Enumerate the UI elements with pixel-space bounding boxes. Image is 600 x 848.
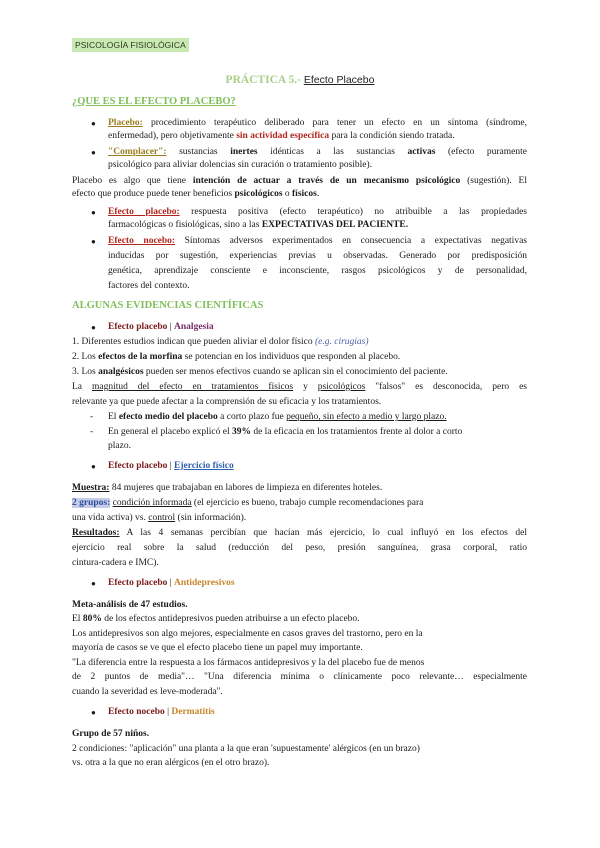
ejercicio-grupos-line2: una vida activa) vs. control (sin información). bbox=[72, 513, 247, 523]
analgesia-dash-1: El efecto medio del placebo a corto plazo fue pequeño, sin efecto a medio y largo plazo. bbox=[108, 412, 447, 422]
ejercicio-resultados-line2: ejercicio real sobre la salud (reducción del peso, presión sanguínea, grasa corporal, ratio bbox=[72, 543, 527, 553]
efecto-nocebo-line1: Efecto nocebo: Síntomas adversos experimentados en consecuencia a expectativas negativas bbox=[108, 236, 527, 246]
antidepresivos-line5: de 2 puntos de media"… "Una diferencia mínima o clínicamente poco relevante… especialmente bbox=[72, 672, 527, 682]
bullet-icon: ● bbox=[91, 462, 96, 471]
antidepresivos-line3: mayoría de casos se ve que el efecto placebo tiene un papel muy importante. bbox=[72, 643, 363, 653]
analgesia-dash-2-line1: En general el placebo explicó el 39% de la eficacia en los tratamientos frente al dolor a corto bbox=[108, 427, 463, 437]
dash-icon: - bbox=[90, 427, 94, 437]
efecto-nocebo-line4: factores del contexto. bbox=[108, 281, 190, 291]
analgesia-item-1: 1. Diferentes estudios indican que pueden aliviar el dolor físico (e.g. cirugías) bbox=[72, 337, 369, 347]
subheading-antidepresivos: Efecto placebo | Antidepresivos bbox=[108, 578, 235, 588]
page-title bbox=[0, 74, 600, 86]
placebo-paragraph-line2: efecto que produce puede tener beneficios psicológicos o físicos. bbox=[72, 189, 320, 199]
bullet-icon: ● bbox=[91, 148, 96, 157]
bullet-icon: ● bbox=[91, 323, 96, 332]
subheading-ejercicio: Efecto placebo | Ejercicio físico bbox=[108, 461, 234, 471]
antidepresivos-line6: cuando la severidad es leve-moderada". bbox=[72, 687, 223, 697]
analgesia-paragraph-line1: La magnitud del efecto en tratamientos físicos y psicológicos "falsos" es desconocida, pero es bbox=[72, 382, 527, 392]
complacer-definition-line2: psicológico para aliviar dolencias sin curación o tratamiento posible). bbox=[108, 160, 373, 170]
bullet-icon: ● bbox=[91, 579, 96, 588]
efecto-placebo-line1: Efecto placebo: respuesta positiva (efecto terapéutico) no atribuible a las propiedades bbox=[108, 207, 528, 217]
analgesia-dash-2-line2: plazo. bbox=[108, 441, 131, 451]
efecto-nocebo-line3: genética, aprendizaje consciente e inconsciente, rasgos psicológicos y de personalidad, bbox=[108, 266, 527, 276]
efecto-placebo-line2: farmacológicas o fisiológicas, sino a las EXPECTATIVAS DEL PACIENTE. bbox=[108, 220, 409, 230]
ejercicio-grupos-line1: 2 grupos: condición informada (el ejercicio es bueno, trabajo cumple recomendaciones para bbox=[72, 498, 424, 508]
placebo-definition-line1: Placebo: procedimiento terapéutico deliberado para tener un efecto en un síntoma (síndrome, bbox=[108, 118, 527, 128]
title-topic: Efecto Placebo bbox=[303, 74, 375, 86]
dash-icon: - bbox=[90, 412, 94, 422]
antidepresivos-line1: El 80% de los efectos antidepresivos pueden atribuirse a un efecto placebo. bbox=[72, 614, 360, 624]
title-practice: PRÁCTICA 5.- bbox=[225, 74, 304, 86]
section-heading-what-is: ¿QUE ES EL EFECTO PLACEBO? bbox=[72, 96, 236, 107]
section-heading-evidencias: ALGUNAS EVIDENCIAS CIENTÍFICAS bbox=[72, 300, 264, 311]
bullet-icon: ● bbox=[91, 208, 96, 217]
efecto-nocebo-line2: inducidas por sugestión, experiencias previas u observadas. Generado por predisposición bbox=[108, 251, 527, 261]
ejercicio-resultados-line3: cintura-cadera e IMC). bbox=[72, 558, 159, 568]
ejercicio-muestra: Muestra: 84 mujeres que trabajaban en labores de limpieza en diferentes hoteles. bbox=[72, 483, 383, 493]
antidepresivos-line2: Los antidepresivos son algo mejores, especialmente en casos graves del trastorno, pero en la bbox=[72, 629, 423, 639]
analgesia-item-3: 3. Los analgésicos pueden ser menos efectivos cuando se aplican sin el conocimiento del paciente. bbox=[72, 367, 448, 377]
placebo-paragraph-line1: Placebo es algo que tiene intención de actuar a través de un mecanismo psicológico (sugestión). El bbox=[72, 176, 527, 186]
placebo-definition-line2: enfermedad), pero objetivamente sin actividad específica para la condición siendo tratada. bbox=[108, 131, 455, 141]
subheading-dermatitis: Efecto nocebo | Dermatitis bbox=[108, 707, 215, 717]
antidepresivos-line4: "La diferencia entre la respuesta a los fármacos antidepresivos y la del placebo fue de menos bbox=[72, 658, 425, 668]
dermatitis-line2: vs. otra a la que no eran alérgicos (en el otro brazo). bbox=[72, 758, 270, 768]
complacer-definition-line1: "Complacer": sustancias inertes idénticas a las sustancias activas (efecto puramente bbox=[108, 147, 527, 157]
course-badge: PSICOLOGÍA FISIOLÓGICA bbox=[72, 38, 189, 52]
dermatitis-grupo: Grupo de 57 niños. bbox=[72, 729, 150, 739]
antidepresivos-meta: Meta-análisis de 47 estudios. bbox=[72, 600, 188, 610]
bullet-icon: ● bbox=[91, 708, 96, 717]
bullet-icon: ● bbox=[91, 119, 96, 128]
dermatitis-line1: 2 condiciones: "aplicación" una planta a la que eran 'supuestamente' alérgicos (en un brazo) bbox=[72, 744, 420, 754]
analgesia-paragraph-line2: relevante ya que puede afectar a la comprensión de su eficacia y los tratamientos. bbox=[72, 397, 382, 407]
subheading-analgesia: Efecto placebo | Analgesia bbox=[108, 322, 214, 332]
ejercicio-resultados-line1: Resultados: A las 4 semanas percibían que hacían más ejercicio, lo cual influyó en los efectos del bbox=[72, 528, 527, 538]
analgesia-item-2: 2. Los efectos de la morfina se potencian en los individuos que responden al placebo. bbox=[72, 352, 401, 362]
bullet-icon: ● bbox=[91, 237, 96, 246]
